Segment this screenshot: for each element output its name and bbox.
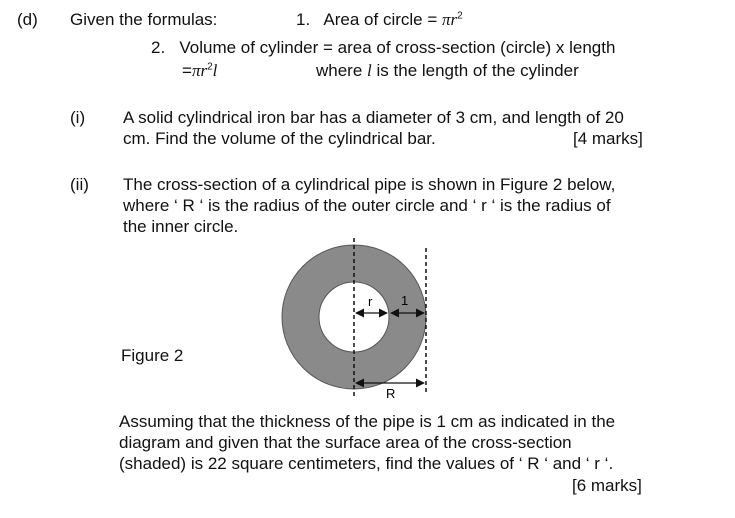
formula-2-number: 2. [151, 38, 166, 57]
formula-1-text: Area of circle = [323, 10, 442, 29]
closing-marks: [6 marks] [572, 476, 642, 495]
formula-2-l: l [212, 61, 218, 80]
label-r: r [368, 294, 373, 309]
formula-2-r: r [200, 61, 208, 80]
formula-2-exp: 2 [207, 61, 213, 73]
closing-line1: Assuming that the thickness of the pipe is 1 cm as indicated in the [119, 412, 616, 431]
where-pre: where [316, 61, 363, 80]
question-i-label: (i) [70, 108, 86, 127]
formula-2-pi: π [191, 61, 201, 80]
question-ii-line2: where ‘ R ‘ is the radius of the outer circle and ‘ r ‘ is the radius of [123, 196, 611, 215]
figure-caption: Figure 2 [121, 346, 184, 365]
question-ii-line3: the inner circle. [123, 217, 239, 236]
question-ii-label: (ii) [70, 175, 89, 194]
closing-line2: diagram and given that the surface area of the cross-section [119, 433, 572, 452]
formula-2-eq: = [182, 61, 192, 80]
question-i-line2: cm. Find the volume of the cylindrical bar. [123, 129, 436, 148]
where-post: is the length of the cylinder [376, 61, 579, 80]
question-i-line1: A solid cylindrical iron bar has a diameter of 3 cm, and length of 20 [123, 108, 624, 127]
question-ii-line1: The cross-section of a cylindrical pipe is shown in Figure 2 below, [123, 175, 616, 194]
formula-2-text: Volume of cylinder = area of cross-section (circle) x length [179, 38, 616, 57]
formula-1-number: 1. [296, 10, 311, 29]
label-R: R [386, 386, 396, 401]
formula-1-exp: 2 [457, 10, 463, 22]
formula-1-r: r [450, 10, 458, 29]
formula-1-pi: π [442, 10, 451, 29]
part-label: (d) [17, 10, 38, 29]
closing-line3: (shaded) is 22 square centimeters, find the values of ‘ R ‘ and ‘ r ‘. [119, 454, 614, 473]
where-var: l [367, 61, 372, 80]
question-i-marks: [4 marks] [573, 129, 643, 148]
intro-text: Given the formulas: [70, 10, 218, 29]
label-thickness: 1 [401, 293, 409, 308]
